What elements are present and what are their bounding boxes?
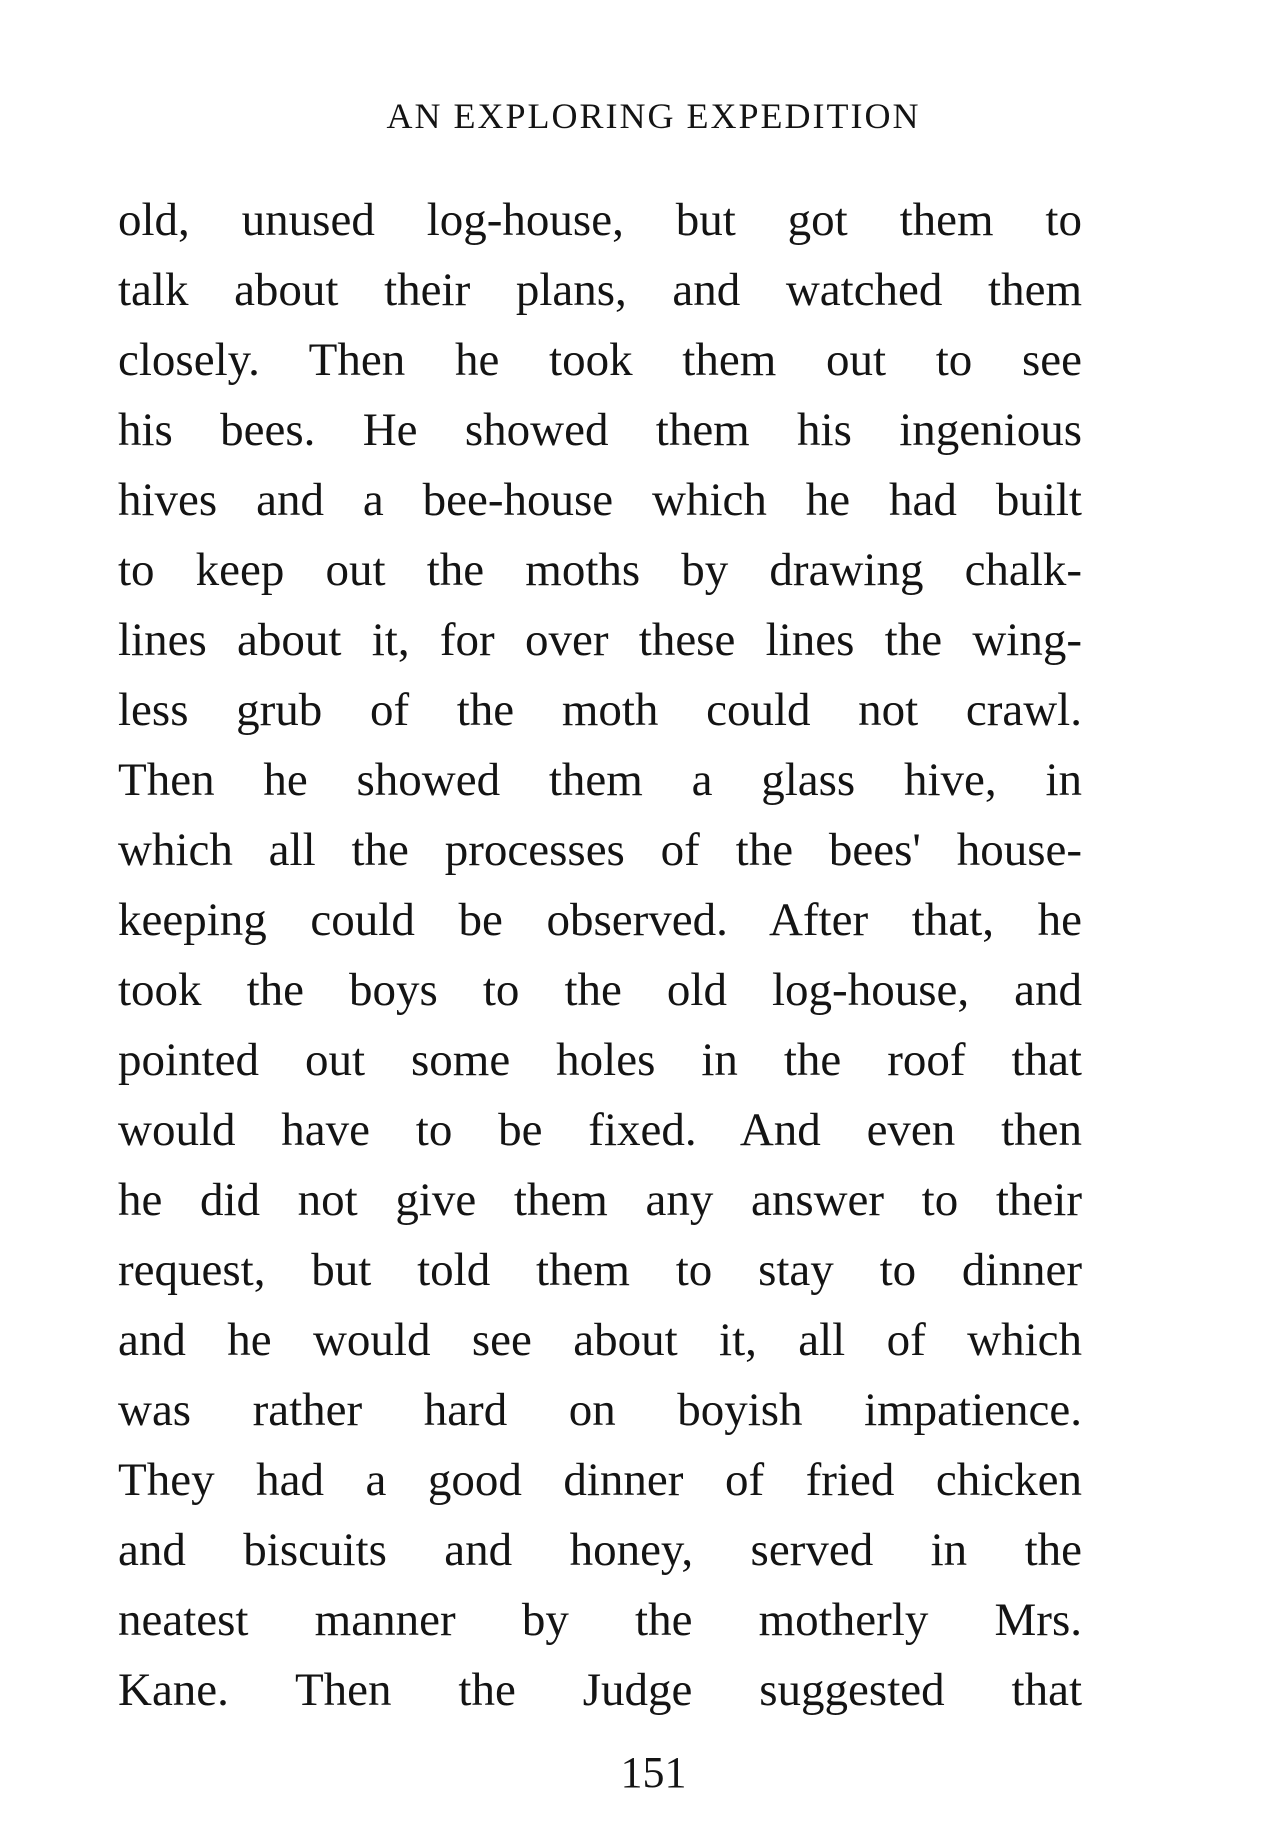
text-line: to keep out the moths by drawing chalk- [118,544,1082,596]
text-line: They had a good dinner of fried chicken [118,1454,1082,1506]
text-line: request, but told them to stay to dinner [118,1244,1082,1296]
text-line: old, unused log-house, but got them to [118,194,1082,246]
text-line: was rather hard on boyish impatience. [118,1384,1082,1436]
text-line: Then he showed them a glass hive, in [118,754,1082,806]
text-line: and he would see about it, all of which [118,1314,1082,1366]
text-line: would have to be fixed. And even then [118,1104,1082,1156]
text-line: less grub of the moth could not crawl. [118,684,1082,736]
text-line: pointed out some holes in the roof that [118,1034,1082,1086]
text-line: closely. Then he took them out to see [118,334,1082,386]
text-line: hives and a bee-house which he had built [118,474,1082,526]
text-line: and biscuits and honey, served in the [118,1524,1082,1576]
body-text [118,185,1082,1725]
text-line: his bees. He showed them his ingenious [118,404,1082,456]
text-line: neatest manner by the motherly Mrs. [118,1594,1082,1646]
text-line: which all the processes of the bees' house- [118,824,1082,876]
text-line: took the boys to the old log-house, and [118,964,1082,1016]
text-line: Kane. Then the Judge suggested that [118,1664,1082,1716]
text-line: talk about their plans, and watched them [118,264,1082,316]
running-head: AN EXPLORING EXPEDITION [386,96,921,136]
text-line: he did not give them any answer to their [118,1174,1082,1226]
text-line: keeping could be observed. After that, he [118,894,1082,946]
text-line: lines about it, for over these lines the wing- [118,614,1082,666]
page-number: 151 [620,1748,687,1797]
